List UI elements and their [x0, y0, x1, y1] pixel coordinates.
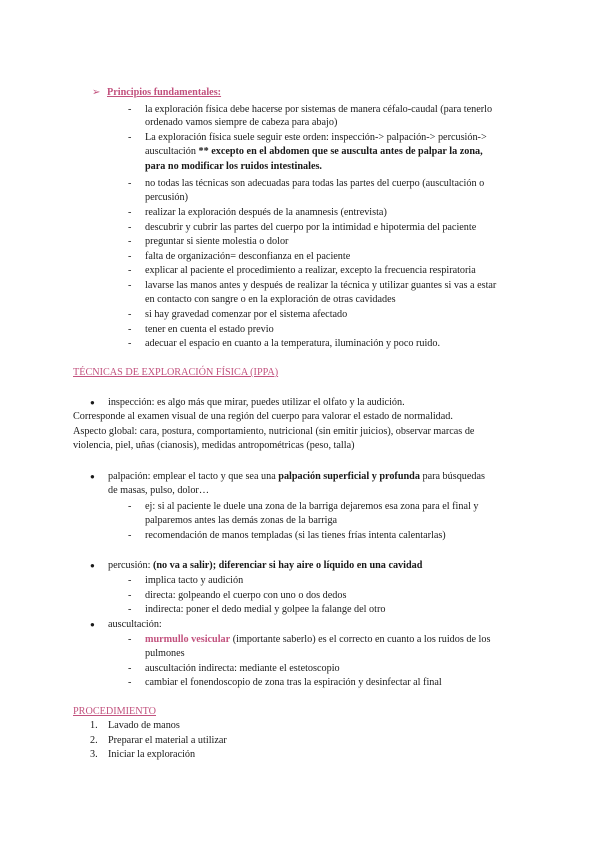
auscultation-item: auscultación: — [108, 619, 162, 630]
dash-icon: - — [128, 309, 132, 320]
step-number: 3. — [90, 749, 98, 760]
principle-emphasis: para no modificar los ruidos intestinales. — [145, 161, 322, 172]
dash-icon: - — [128, 530, 132, 541]
principles-heading: Principios fundamentales: — [107, 87, 222, 98]
vesicular-murmur-term: murmullo vesicular — [145, 634, 231, 645]
principle-item: adecuar el espacio en cuanto a la temperatura, iluminación y poco ruido. — [145, 338, 441, 349]
principle-item: preguntar si siente molestia o dolor — [145, 236, 289, 247]
palpation-subitem: recomendación de manos templadas (si las tienes frías intenta calentarlas) — [145, 530, 446, 541]
percussion-emphasis: (no va a salir); diferenciar si hay aire o líquido en una cavidad — [152, 560, 423, 571]
percussion-subitem: implica tacto y audición — [145, 575, 244, 586]
dash-icon: - — [128, 104, 132, 115]
principle-text: auscultación — [145, 146, 196, 157]
percussion-subitem: indirecta: poner el dedo medial y golpee la falange del otro — [145, 604, 386, 615]
dash-icon: - — [128, 501, 132, 512]
dash-icon: - — [128, 178, 132, 189]
dash-icon: - — [128, 132, 132, 143]
percussion-subitem: directa: golpeando el cuerpo con uno o dos dedos — [145, 590, 347, 601]
dash-icon: - — [128, 280, 132, 291]
dash-icon: - — [128, 634, 132, 645]
auscultation-subitem: cambiar el fonendoscopio de zona tras la espiración y desinfectar al final — [145, 677, 442, 688]
techniques-heading: TÉCNICAS DE EXPLORACIÓN FÍSICA (IPPA) — [73, 367, 279, 378]
principle-item: tener en cuenta el estado previo — [145, 324, 274, 335]
dash-icon: - — [128, 265, 132, 276]
palpation-item — [108, 470, 485, 483]
auscultation-subitem — [145, 633, 490, 646]
dash-icon: - — [128, 338, 132, 349]
dash-icon: - — [128, 677, 132, 688]
palpation-item: de masas, pulso, dolor… — [108, 485, 210, 496]
auscultation-text: (importante saberlo) es el correcto en cuanto a los ruidos de los — [230, 634, 491, 645]
dash-icon: - — [128, 604, 132, 615]
procedure-step: Iniciar la exploración — [108, 749, 196, 760]
bullet-icon: ● — [90, 472, 95, 481]
percussion-text: percusión: — [108, 560, 153, 571]
dash-icon: - — [128, 663, 132, 674]
dash-icon: - — [128, 575, 132, 586]
dash-icon: - — [128, 324, 132, 335]
dash-icon: - — [128, 207, 132, 218]
principle-item: la exploración física debe hacerse por sistemas de manera céfalo-caudal (para tenerlo — [145, 104, 493, 115]
principle-item: ordenado vamos siempre de cabeza para abajo) — [145, 117, 338, 128]
principle-item: explicar al paciente el procedimiento a realizar, excepto la frecuencia respiratoria — [145, 265, 476, 276]
principle-item: en contacto con sangre o en la exploración de otras cavidades — [145, 294, 396, 305]
principle-item: si hay gravedad comenzar por el sistema afectado — [145, 309, 348, 320]
principle-item: percusión) — [145, 192, 188, 203]
principle-item: lavarse las manos antes y después de realizar la técnica y utilizar guantes si vas a estar — [145, 280, 497, 291]
inspection-global: violencia, piel, uñas (cianosis), medidas antropométricas (peso, talla) — [73, 440, 355, 451]
arrow-bullet-icon: ➢ — [92, 87, 101, 98]
principle-item: falta de organización= desconfianza en el paciente — [145, 251, 351, 262]
dash-icon: - — [128, 251, 132, 262]
inspection-description: Corresponde al examen visual de una región del cuerpo para valorar el estado de normalidad. — [73, 411, 453, 422]
palpation-subitem: palparemos antes las demás zonas de la barriga — [145, 515, 338, 526]
bullet-icon: ● — [90, 620, 95, 629]
auscultation-subitem: pulmones — [145, 648, 185, 659]
bullet-icon: ● — [90, 561, 95, 570]
auscultation-subitem: auscultación indirecta: mediante el estetoscopio — [145, 663, 340, 674]
procedure-heading: PROCEDIMIENTO — [73, 706, 157, 717]
principle-item: realizar la exploración después de la anamnesis (entrevista) — [145, 207, 387, 218]
principle-emphasis: ** excepto en el abdomen que se ausculta antes de palpar la zona, — [195, 146, 483, 157]
palpation-emphasis: palpación superficial y profunda — [278, 471, 420, 482]
palpation-text: palpación: emplear el tacto y que sea una — [108, 471, 279, 482]
palpation-text: para búsquedas — [419, 471, 485, 482]
inspection-global: Aspecto global: cara, postura, comportamiento, nutricional (sin emitir juicios), observar marcas de — [73, 426, 475, 437]
principle-item: no todas las técnicas son adecuadas para todas las partes del cuerpo (auscultación o — [145, 178, 485, 189]
dash-icon: - — [128, 590, 132, 601]
dash-icon: - — [128, 236, 132, 247]
principle-item: descubrir y cubrir las partes del cuerpo por la intimidad e hipotermia del paciente — [145, 222, 477, 233]
step-number: 1. — [90, 720, 98, 731]
dash-icon: - — [128, 222, 132, 233]
principle-item: La exploración física suele seguir este orden: inspección-> palpación-> percusión-> — [145, 132, 487, 143]
percussion-item — [108, 559, 422, 572]
procedure-step: Preparar el material a utilizar — [108, 735, 227, 746]
palpation-subitem: ej: si al paciente le duele una zona de la barriga dejaremos esa zona para el final y — [145, 501, 479, 512]
principle-item — [145, 145, 483, 158]
bullet-icon: ● — [90, 398, 95, 407]
step-number: 2. — [90, 735, 98, 746]
procedure-step: Lavado de manos — [108, 720, 180, 731]
inspection-item: inspección: es algo más que mirar, puedes utilizar el olfato y la audición. — [108, 397, 405, 408]
